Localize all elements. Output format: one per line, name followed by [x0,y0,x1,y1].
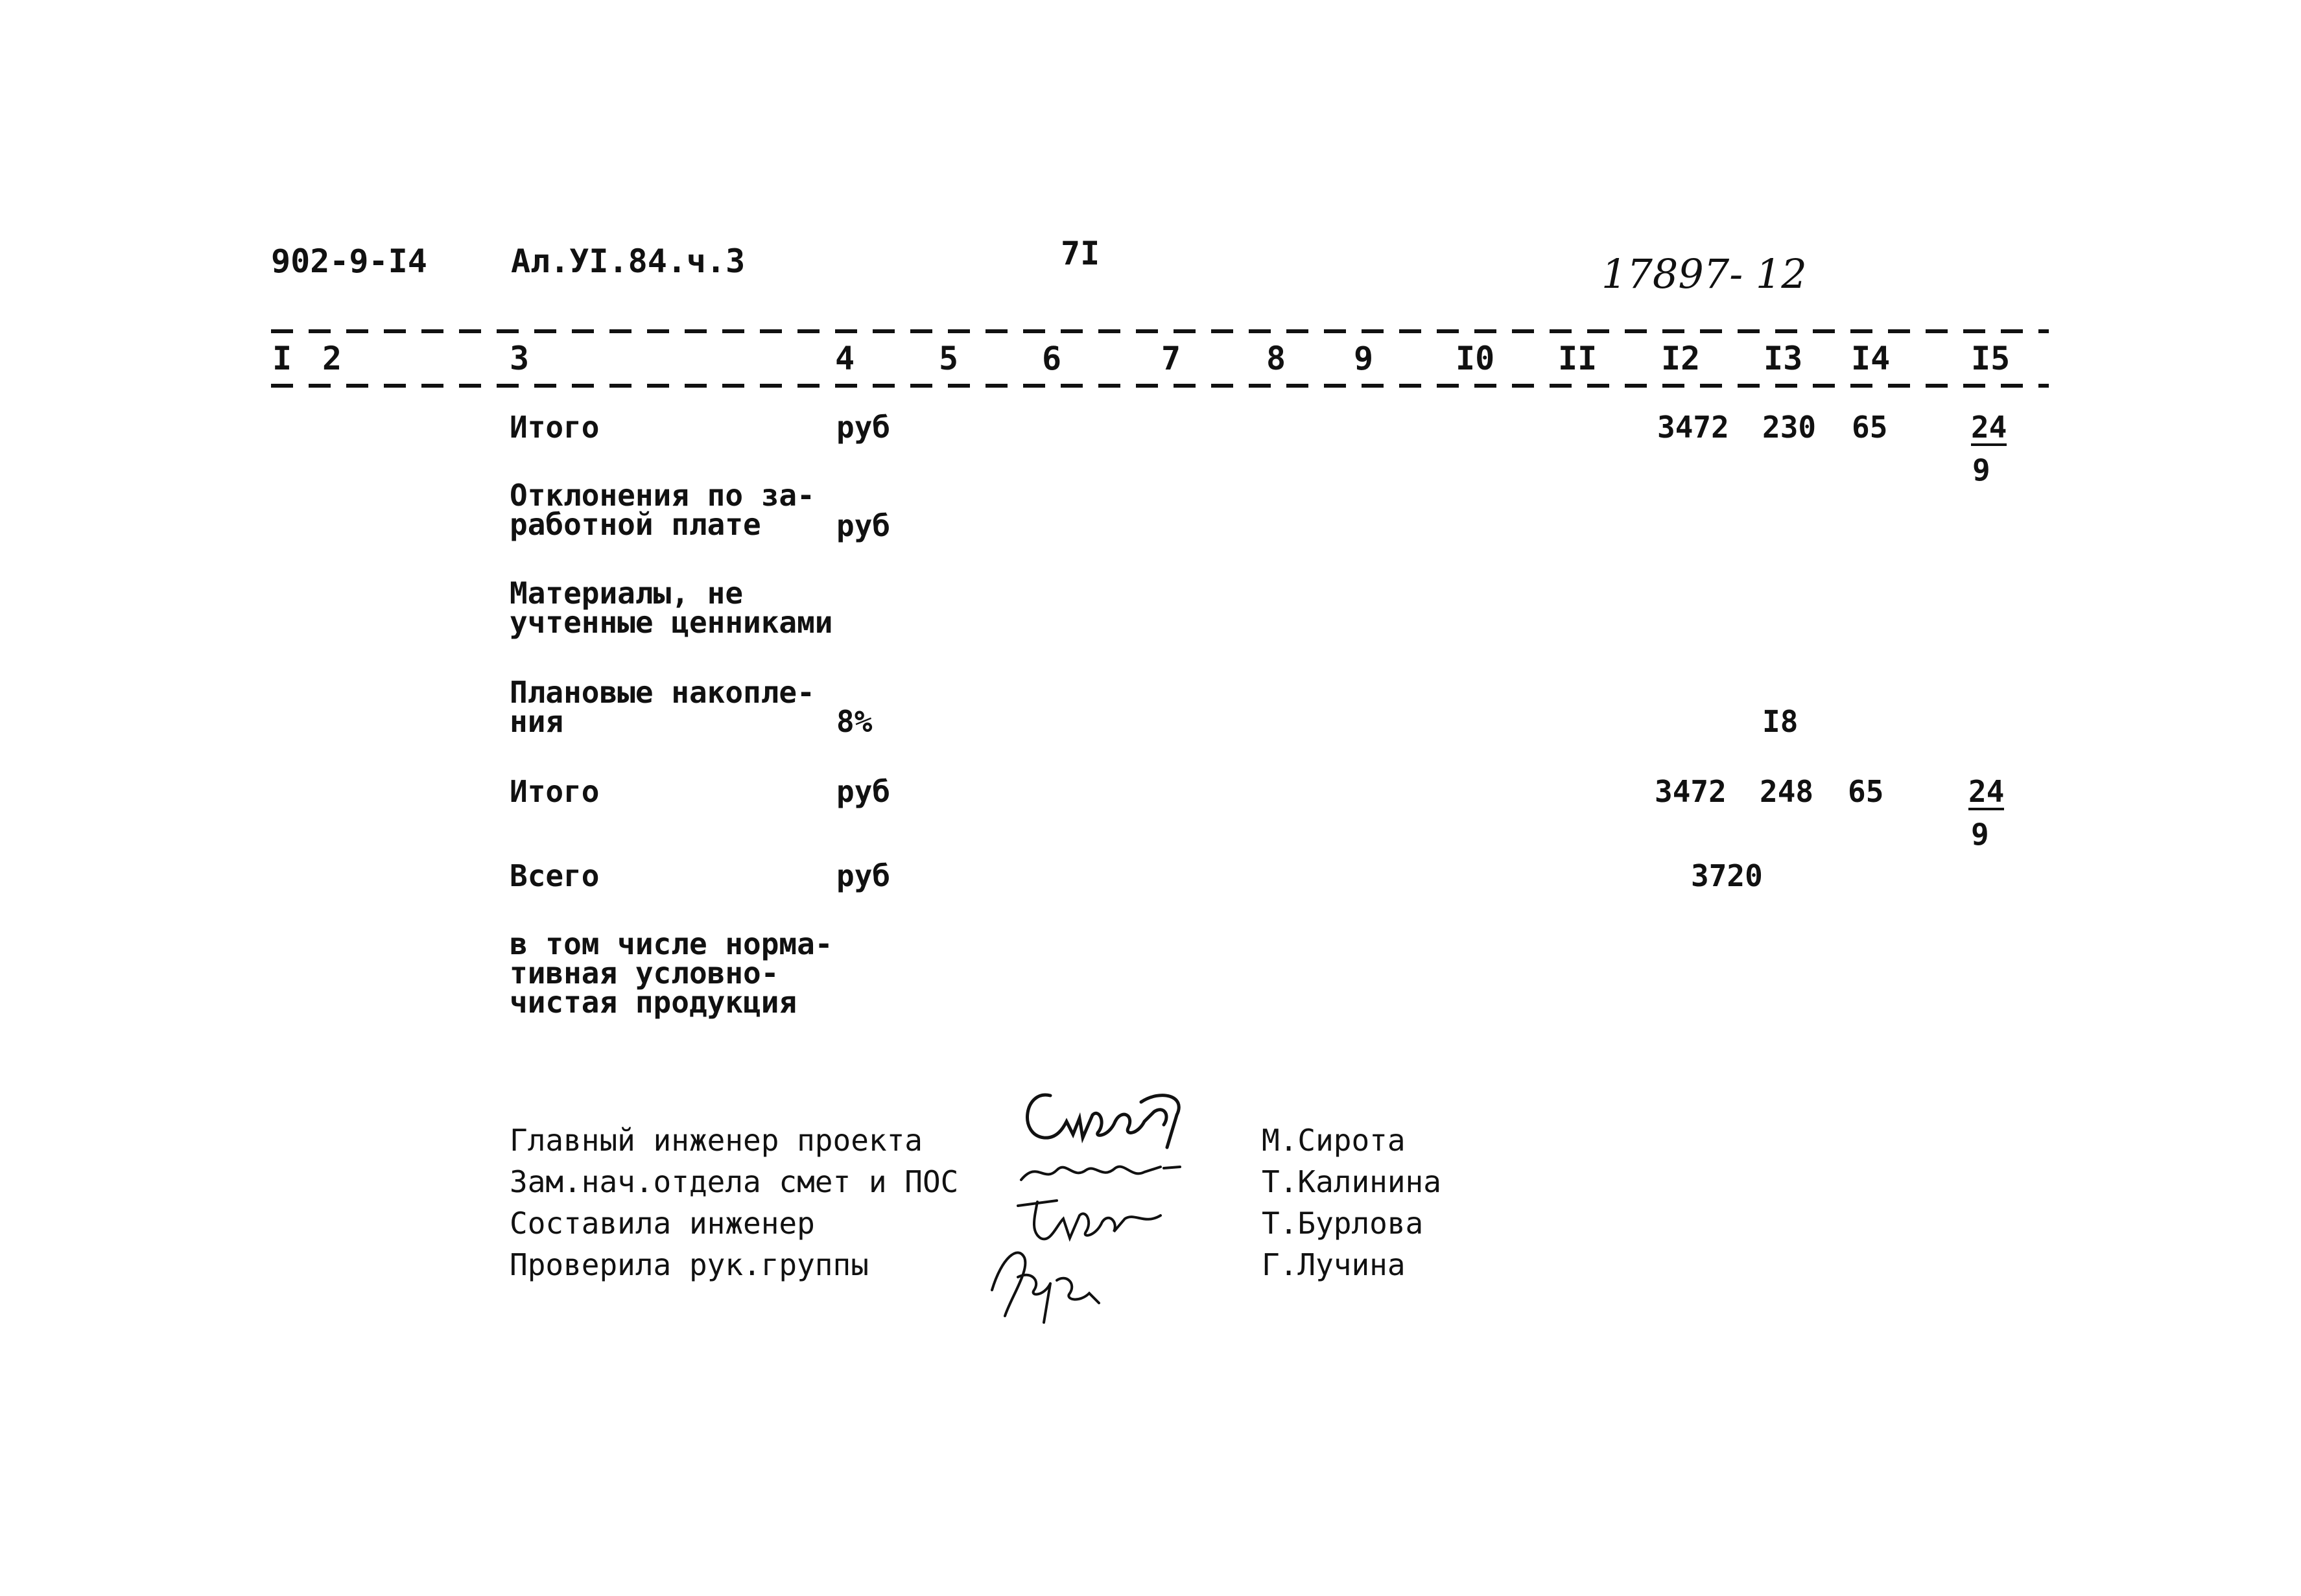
cell-col14: 65 [1848,774,1884,809]
handwritten-signature-icon [1018,1154,1186,1193]
column-header: 9 [1354,340,1374,377]
signatory-name: М.Сирота [1262,1123,1406,1158]
column-header: I4 [1851,340,1891,377]
cell-col12: 3472 [1655,774,1727,809]
cell-col15-top: 24 [1968,774,2005,809]
row-unit: руб [836,858,891,893]
cell-col15-bottom: 9 [1972,452,1990,487]
row-unit: руб [836,774,891,809]
column-header: I2 [1661,340,1701,377]
handwritten-signature-icon [1011,1076,1219,1160]
signatory-name: Т.Бурлова [1262,1206,1424,1241]
cell-col13: I8 [1762,704,1799,739]
cell-col13: 248 [1760,774,1814,809]
row-label: Всего [510,858,600,893]
row-unit: руб [836,508,891,543]
column-header: I5 [1971,340,2011,377]
row-label: Материалы, не учтенные ценниками [510,576,833,640]
inventory-number: 17897- 12 [1601,250,1807,298]
signatory-title: Проверила рук.группы [510,1247,869,1282]
header-top-rule [271,329,2049,333]
row-label: Итого [510,410,600,445]
row-label: в том числе норма- тивная условно- чистая продукция [510,926,833,1020]
row-unit: руб [836,410,891,445]
album-reference: Ал.УI.84.ч.3 [511,242,746,280]
cell-col13: 230 [1762,410,1817,445]
column-header: I [272,340,292,377]
header-bottom-rule [271,384,2049,388]
row-label: Итого [510,774,600,809]
column-header: 2 [322,340,342,377]
signatory-title: Зам.нач.отдела смет и ПОС [510,1164,959,1199]
page-number: 7I [1061,235,1100,272]
cell-col12: 3472 [1657,410,1729,445]
column-header: II [1558,340,1598,377]
cell-col15-top: 24 [1971,410,2007,445]
cell-col14: 65 [1852,410,1888,445]
column-header: 4 [835,340,855,377]
signatory-title: Составила инженер [510,1206,815,1241]
column-header: I0 [1456,340,1495,377]
column-header: 6 [1042,340,1062,377]
project-code: 902-9-I4 [271,242,427,280]
signatory-name: Г.Лучина [1262,1247,1406,1282]
row-label: Отклонения по за- работной плате [510,478,815,542]
signatory-title: Главный инженер проекта [510,1123,923,1158]
row-unit: 8% [836,704,873,739]
total-value: 3720 [1691,858,1763,893]
column-header: I3 [1764,340,1803,377]
signatory-name: Т.Калинина [1262,1164,1441,1199]
column-header: 3 [510,340,530,377]
row-label: Плановые накопле- ния [510,675,815,739]
column-header: 8 [1266,340,1286,377]
handwritten-signature-icon [979,1232,1128,1329]
column-header: 7 [1161,340,1181,377]
column-header: 5 [939,340,959,377]
cell-col15-bottom: 9 [1971,817,1989,852]
